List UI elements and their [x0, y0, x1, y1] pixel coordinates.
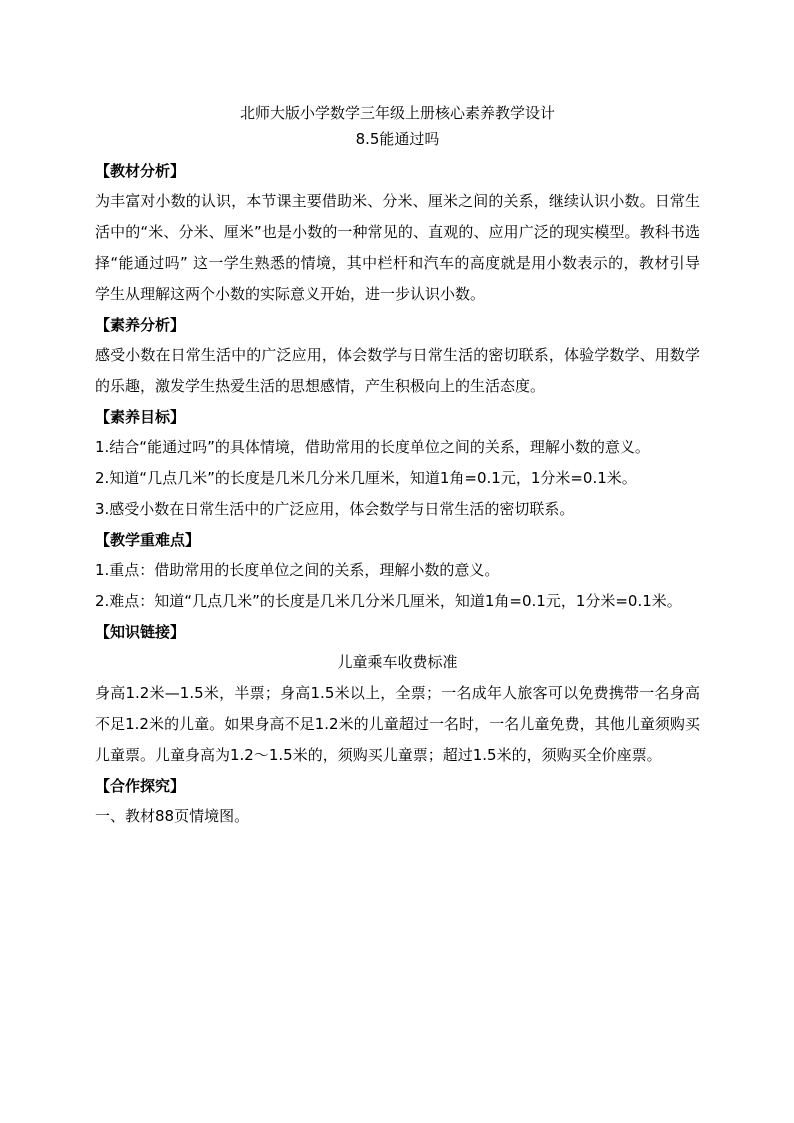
- cooperation-item: 一、教材88页情境图。: [95, 807, 250, 825]
- section-heading-knowledge: 【知识链接】: [95, 623, 186, 641]
- goal-item: 3.感受小数在日常生活中的广泛应用，体会数学与日常生活的密切联系。: [95, 500, 575, 518]
- knowledge-paragraph: 身高1.2米—1.5米，半票；身高1.5米以上，全票；一名成年人旅客可以免费携带一名身高不足1.2米的儿童。如果身高不足1.2米的儿童超过一名时，一名儿童免费，其他儿童须购买儿童票。儿童身高为1.2～1.5米的，须购买儿童票；超过1.5米的，须购买全价座票。: [95, 684, 700, 764]
- section-heading-keypoints: 【教学重难点】: [95, 531, 201, 549]
- material-paragraph: 为丰富对小数的认识，本节课主要借助米、分米、厘米之间的关系，继续认识小数。日常生活中的“米、分米、厘米”也是小数的一种常见的、直观的、应用广泛的现实模型。教科书选择“能通过吗” 这一学生熟悉的情境，其中栏杆和汽车的高度就是用小数表示的，教材引导学生从理解这两个小数的实际意义开始，进一步认识小数。: [95, 192, 700, 303]
- literacy-paragraph: 感受小数在日常生活中的广泛应用，体会数学与日常生活的密切联系，体验学数学、用数学的乐趣，激发学生热爱生活的思想感情，产生积极向上的生活态度。: [95, 346, 700, 395]
- section-heading-goals: 【素养目标】: [95, 408, 186, 426]
- section-heading-cooperation: 【合作探究】: [95, 777, 186, 795]
- keypoint-item: 2.难点：知道“几点几米”的长度是几米几分米几厘米，知道1角=0.1元，1分米=0.1米。: [95, 592, 682, 610]
- document-page: [95, 100, 700, 832]
- knowledge-subheading: 儿童乘车收费标准: [337, 653, 458, 671]
- lesson-title: 8.5能通过吗: [355, 130, 440, 148]
- goal-item: 1.结合“能通过吗”的具体情境，借助常用的长度单位之间的关系，理解小数的意义。: [95, 438, 650, 456]
- section-heading-material: 【教材分析】: [95, 162, 186, 180]
- goal-item: 2.知道“几点几米”的长度是几米几分米几厘米，知道1角=0.1元，1分米=0.1米。: [95, 469, 637, 487]
- keypoint-item: 1.重点：借助常用的长度单位之间的关系，理解小数的意义。: [95, 561, 500, 579]
- document-title: 北师大版小学数学三年级上册核心素养教学设计: [239, 104, 555, 122]
- section-heading-literacy: 【素养分析】: [95, 316, 186, 334]
